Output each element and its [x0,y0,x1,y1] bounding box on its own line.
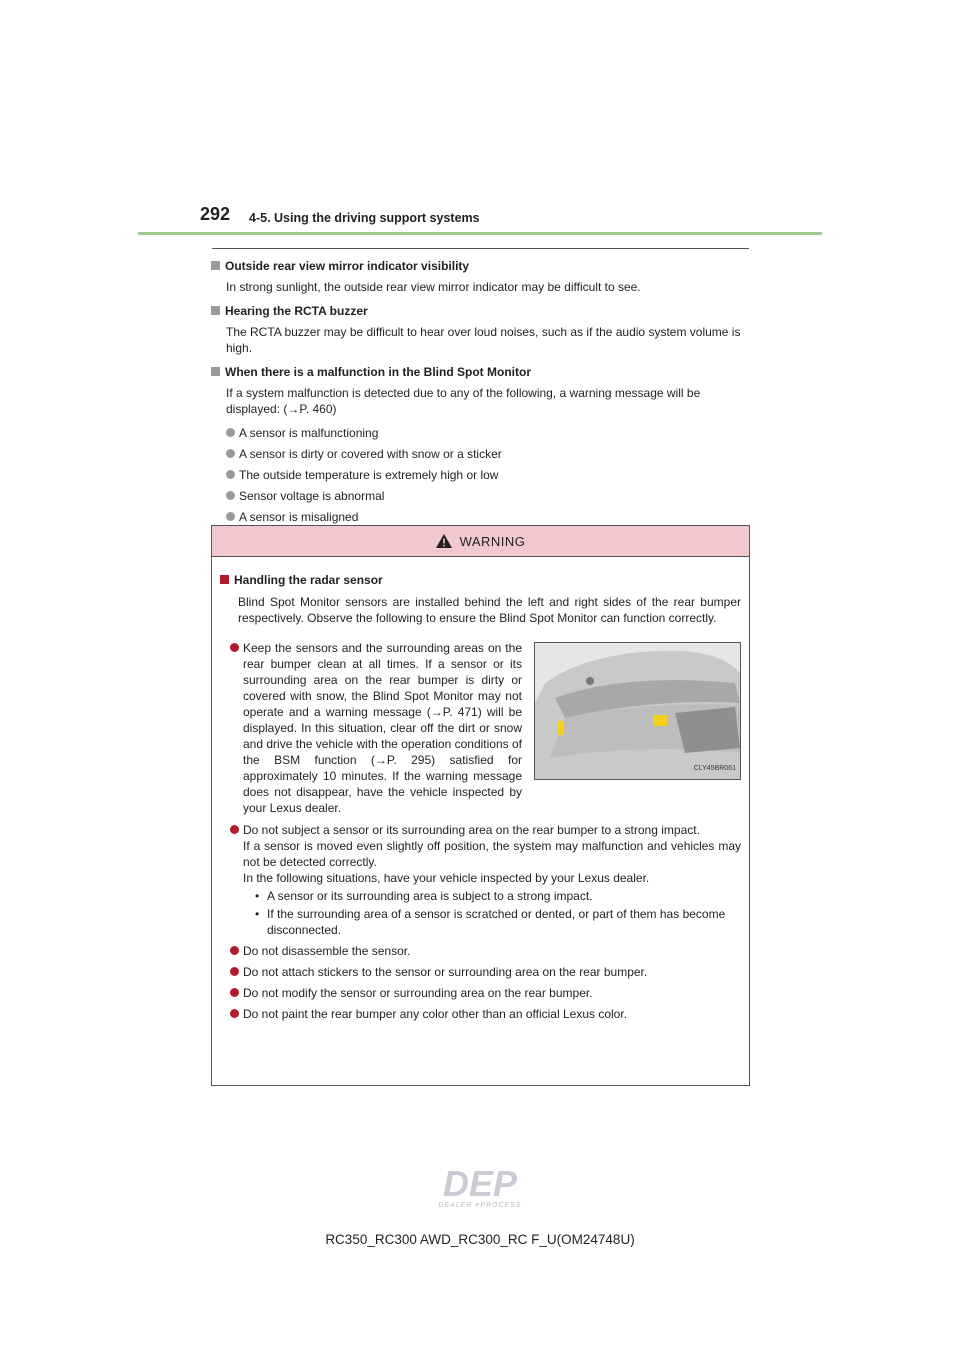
square-bullet-icon [211,367,220,376]
list-item: Do not disassemble the sensor. [230,943,741,959]
warning-heading: Handling the radar sensor [220,572,741,588]
list-item: Do not subject a sensor or its surrounding area on the rear bumper to a strong impact. If a sensor is moved even slightly off position, the system may malfunction and vehicles may not be detected correctly. In the following situations, have your vehicle inspected by your Lexus dealer. • A sensor or its surrounding area is subject to a strong impact. • If the surrounding area of a sensor is scratched or dented, or part of them has become disconnected. [230,822,741,938]
bullet-icon [230,946,239,955]
section-heading: Hearing the RCTA buzzer [211,303,749,319]
warning-box [211,525,750,1086]
section-text: In strong sunlight, the outside rear view mirror indicator may be difficult to see. [226,280,641,294]
svg-text:DEP: DEP [442,1164,518,1204]
list-item: Sensor voltage is abnormal [226,488,749,504]
section-title: 4-5. Using the driving support systems [249,211,480,225]
list-item: A sensor is malfunctioning [226,425,749,441]
page-number: 292 [200,204,231,224]
rear-bumper-sensor-image [534,642,741,780]
bullet-icon [226,470,235,479]
warning-triangle-icon [436,534,452,548]
list-item: Do not modify the sensor or surrounding area on the rear bumper. [230,985,741,1001]
dep-logo [415,1164,545,1214]
square-bullet-icon [220,575,229,584]
bullet-icon [226,512,235,521]
section-heading: When there is a malfunction in the Blind Spot Monitor [211,364,749,380]
bullet-icon [226,491,235,500]
bullet-icon [230,643,239,652]
footer-model: RC350_RC300 AWD_RC300_RC F_U(OM24748U) [325,1232,635,1247]
header-rule [138,232,822,235]
warning-title: WARNING [459,533,526,549]
sub-list-item: • A sensor or its surrounding area is subject to a strong impact. [255,889,593,903]
bullet-icon [230,988,239,997]
square-bullet-icon [211,306,220,315]
bullet-icon [226,449,235,458]
warning-header [212,526,749,557]
section-text: If a system malfunction is detected due to any of the following, a warning message will be displayed: (→P. 460) [226,386,701,416]
list-item: The outside temperature is extremely high or low [226,467,749,483]
section-heading: Outside rear view mirror indicator visibility [211,258,749,274]
list-item: A sensor is misaligned [226,509,749,525]
warning-item-with-image [230,640,741,816]
list-item: Do not paint the rear bumper any color other than an official Lexus color. [230,1006,741,1022]
image-code: CLY45BR061 [693,765,736,772]
bullet-icon [226,428,235,437]
top-divider [212,248,749,249]
list-item: Do not attach stickers to the sensor or surrounding area on the rear bumper. [230,964,741,980]
logo-text: DEALER ePROCESS [438,1202,522,1209]
bullet-icon [230,967,239,976]
list-item: Keep the sensors and the surrounding areas on the rear bumper clean at all times. If a sensor or its surrounding area on the rear bumper is dirty or covered with snow, the Blind Spot Monitor may not operate and a warning message (→P. 471) will be displayed. In this situation, clear off the dirt or snow and drive the vehicle with the operation conditions of the BSM function (→P. 295) satisfied for approximately 10 minutes. If the warning message does not disappear, have the vehicle inspected by your Lexus dealer. [230,640,522,816]
section-text: The RCTA buzzer may be difficult to hear over loud noises, such as if the audio system volume is high. [226,325,741,355]
bullet-icon [230,825,239,834]
warning-intro: Blind Spot Monitor sensors are installed behind the left and right sides of the rear bumper respectively. Observe the following to ensure the Blind Spot Monitor can function correctly. [238,595,741,625]
warning-body [212,557,749,1022]
car-rear-illustration [535,643,740,779]
main-content [211,258,749,530]
bullet-icon [230,1009,239,1018]
sub-list-item: • If the surrounding area of a sensor is scratched or dented, or part of them has become disconnected. [255,907,726,937]
square-bullet-icon [211,261,220,270]
list-item: A sensor is dirty or covered with snow or a sticker [226,446,749,462]
